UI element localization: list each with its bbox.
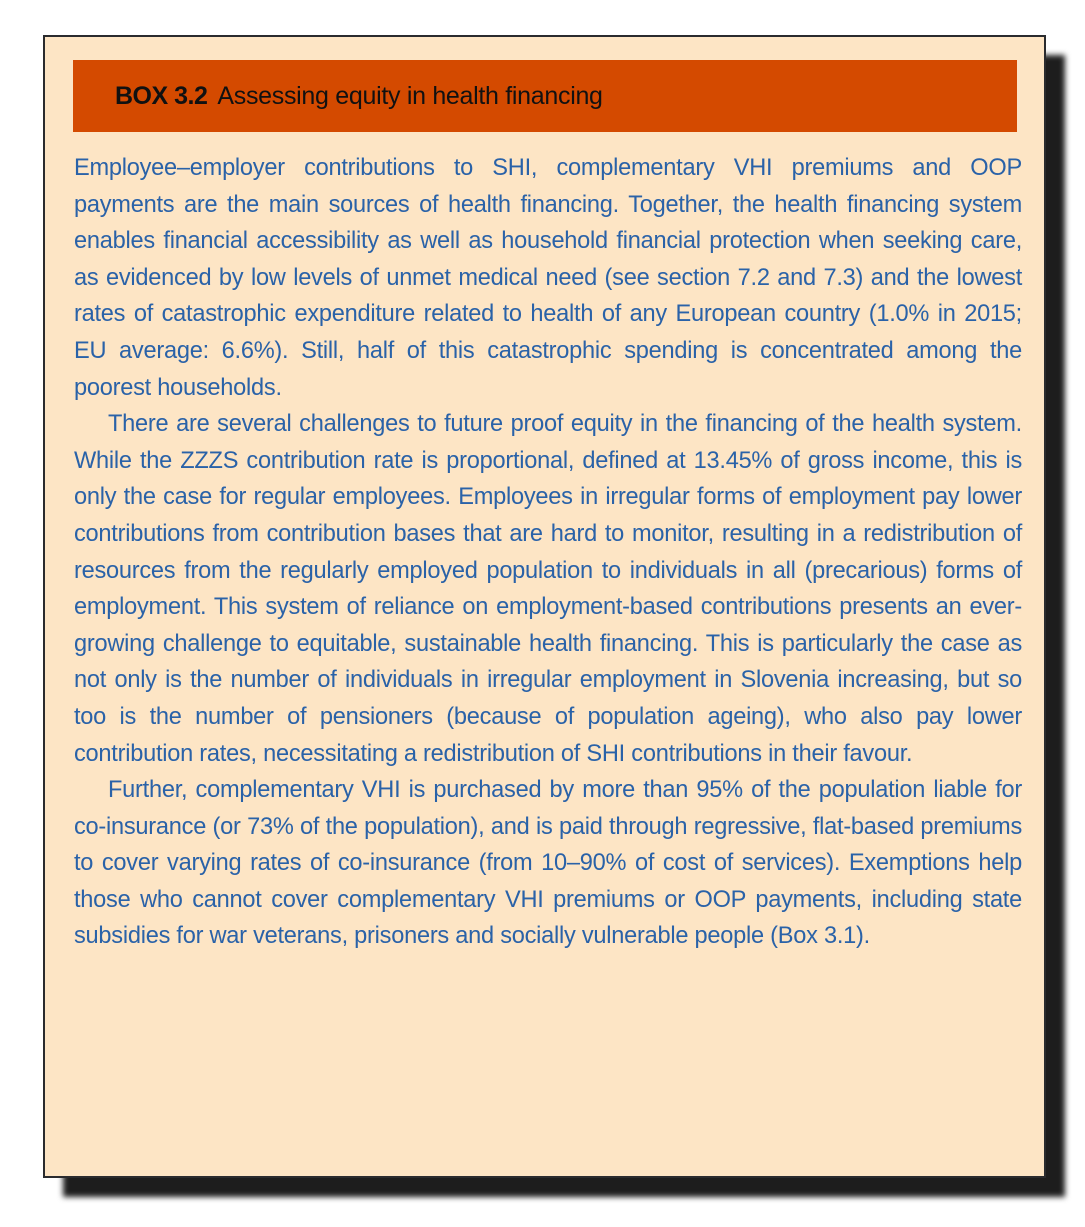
box-number: BOX 3.2 (115, 81, 208, 110)
paragraph-2: There are several challenges to future proof equity in the financing of the health system. While the ZZZS contribution rate is proportional, defined at 13.45% of gross income, this is only the case for regular employees. Employees in irregular forms of employment pay lower contributions from contribution bases that are hard to monitor, resulting in a redistribution of resources from the regularly employed population to individuals in all (precarious) forms of employment. This system of reliance on employment-based contributions presents an ever-growing challenge to equitable, sustainable health financing. This is particularly the case as not only is the number of individuals in irregular employment in Slovenia increasing, but so too is the number of pensioners (because of population ageing), who also pay lower contribution rates, necessitating a redistribution of SHI contributions in their favour. (74, 411, 1022, 767)
box-header (73, 60, 1017, 132)
paragraph-3: Further, complementary VHI is purchased by more than 95% of the population liable for co-insurance (or 73% of the population), and is paid through regressive, flat-based premiums to cover varying rates of co-insurance (from 10–90% of cost of services). Exemptions help those who cannot cover complementary VHI premiums or OOP payments, including state subsidies for war veterans, prisoners and socially vulnerable people (Box 3.1). (74, 777, 1022, 950)
box-title: Assessing equity in health financing (217, 81, 603, 110)
paragraph-1: Employee–employer contributions to SHI, complementary VHI premiums and OOP payments are the main sources of health financing. Together, the health financing system enables financial accessibility as well as household financial protection when seeking care, as evidenced by low levels of unmet medical need (see section 7.2 and 7.3) and the lowest rates of catastrophic expenditure related to health of any European country (1.0% in 2015; EU average: 6.6%). Still, half of this catastrophic spending is concentrated among the poorest households. (74, 155, 1022, 401)
box-body (74, 150, 1022, 955)
info-box (43, 35, 1046, 1178)
